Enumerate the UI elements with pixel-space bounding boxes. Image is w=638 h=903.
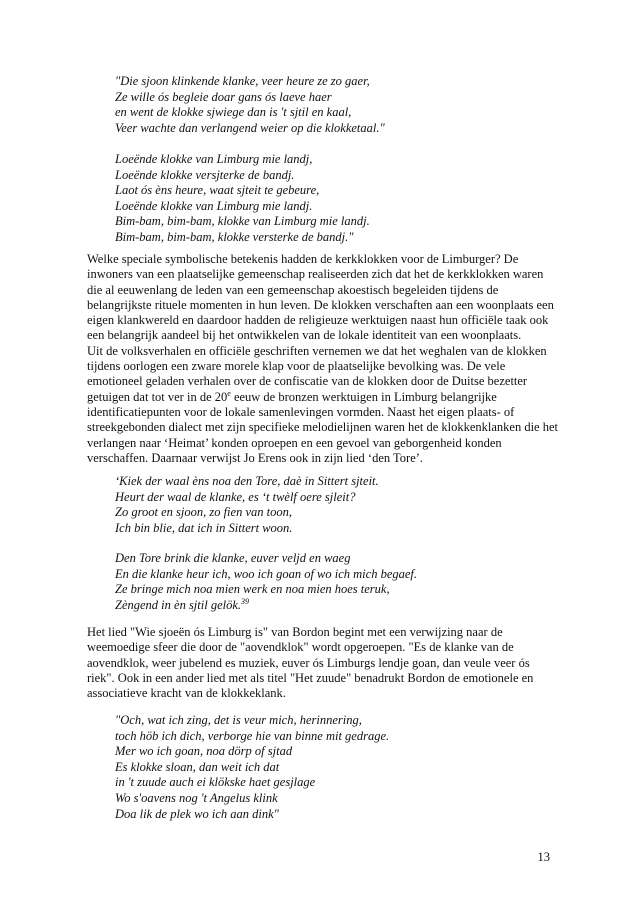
verse-last-line: Zèngend in èn sjtil gelök. bbox=[115, 597, 242, 612]
verse-line: toch höb ich dich, verborge hie van binne mit gedrage. bbox=[115, 728, 390, 743]
verse-line: Ze bringe mich noa mien werk en noa mien hoes teruk, bbox=[115, 582, 390, 597]
page-number: 13 bbox=[537, 850, 550, 864]
body-line: die al eeuwenlang de leden van een gemeenschap akoestisch begeleiden tijdens de bbox=[87, 282, 499, 297]
verse-line: Doa lik de plek wo ich aan dink" bbox=[115, 806, 279, 821]
body-line: Uit de volksverhalen en officiële geschriften vernemen we dat het weghalen van de klokken bbox=[87, 343, 547, 358]
footnote-reference: 39 bbox=[241, 596, 250, 606]
body-line: een belangrijk aandeel bij het ontwikkelen van de lokale identiteit van een woonplaats. bbox=[87, 328, 522, 343]
verse-line: Loeënde klokke van Limburg mie landj, bbox=[115, 152, 313, 166]
verse-1-stanza-2 bbox=[115, 152, 555, 246]
verse-2-stanza-2 bbox=[115, 551, 555, 613]
verse-line: Loeënde klokke versjterke de bandj. bbox=[115, 167, 295, 182]
body-line: weemoedige sfeer die door de "aovendklok" wordt opgeroepen. "Es de klanke van de bbox=[87, 640, 514, 655]
verse-line: Heurt der waal de klanke, es ‘t twèlf oere sjleit? bbox=[115, 489, 356, 504]
verse-line: Es klokke sloan, dan weit ich dat bbox=[115, 759, 280, 774]
verse-line: ‘Kiek der waal èns noa den Tore, daè in Sittert sjteit. bbox=[115, 474, 379, 488]
body-line: riek". Ook in een ander lied met als titel "Het zuude" benadrukt Bordon de emotionele en bbox=[87, 670, 534, 685]
body-paragraph-3 bbox=[87, 625, 557, 701]
body-line: belangrijkste rituele momenten in hun leven. De klokken verschaften aan een woonplaats een bbox=[87, 297, 554, 312]
body-line: Welke speciale symbolische betekenis hadden de kerkklokken voor de Limburger? De bbox=[87, 252, 519, 266]
verse-line: Wo s'oavens nog 't Angelus klink bbox=[115, 790, 278, 805]
body-line: emotioneel geladen verhalen over de confiscatie van de klokken door de Duitse bezetter bbox=[87, 374, 528, 389]
body-line: verschaffen. Daarnaar verwijst Jo Erens ook in zijn lied ‘den Tore’. bbox=[87, 450, 424, 465]
body-line: verlangen naar ‘Heimat’ konden oproepen en een gevoel van geborgenheid konden bbox=[87, 435, 502, 450]
verse-line: En die klanke heur ich, woo ich goan of wo ich mich begaef. bbox=[115, 566, 418, 581]
body-line: inwoners van een plaatselijke gemeenschap realiseerden zich dat het de kerkklokken waren bbox=[87, 267, 544, 282]
verse-line: Ich bin blie, dat ich in Sittert woon. bbox=[115, 520, 293, 535]
verse-1-stanza-1 bbox=[115, 74, 555, 136]
century-text-before: getuigen dat tot ver in de 20 bbox=[87, 389, 228, 404]
body-paragraphs-1-2 bbox=[87, 252, 557, 466]
verse-line: Zo groot en sjoon, zo fien van toon, bbox=[115, 505, 292, 520]
body-line: tijdens oorlogen een zware morele klap voor de plaatselijke bevolking was. De vele bbox=[87, 359, 506, 374]
verse-line: "Die sjoon klinkende klanke, veer heure ze zo gaer, bbox=[115, 74, 370, 88]
body-line: eigen klankwereld en daardoor hadden de religieuze werktuigen naast hun officiële taak ook bbox=[87, 313, 549, 328]
verse-line: in 't zuude auch ei klökske haet gesjlage bbox=[115, 775, 316, 790]
verse-line: Laot ós èns heure, waat sjteit te gebeure, bbox=[115, 183, 320, 198]
verse-line-with-footnote bbox=[115, 598, 555, 614]
verse-line: Veer wachte dan verlangend weier op die klokketaal." bbox=[115, 120, 385, 135]
century-text-after: eeuw de bronzen werktuigen in Limburg belangrijke bbox=[230, 389, 497, 404]
body-line-century bbox=[87, 390, 557, 405]
century-superscript: e bbox=[227, 388, 231, 398]
verse-2-stanza-1 bbox=[115, 474, 555, 536]
body-line: identificatiepunten voor de lokale samenlevingen vormden. Naast het eigen plaats- of bbox=[87, 404, 515, 419]
verse-line: "Och, wat ich zing, det is veur mich, herinnering, bbox=[115, 713, 362, 727]
verse-line: en went de klokke sjwiege dan is 't sjtil en kaal, bbox=[115, 105, 352, 120]
body-line: aovendklok, weer jubelend es muziek, euver ós Limburgs lendje goan, dan veule veer ós bbox=[87, 655, 530, 670]
verse-line: Loeënde klokke van Limburg mie landj. bbox=[115, 198, 313, 213]
verse-line: Ze wille ós begleie doar gans ós laeve haer bbox=[115, 89, 332, 104]
verse-line: Mer wo ich goan, noa dörp of sjtad bbox=[115, 744, 293, 759]
verse-line: Bim-bam, bim-bam, klokke versterke de bandj." bbox=[115, 229, 354, 244]
body-line: associatieve kracht van de klokkeklank. bbox=[87, 686, 286, 701]
verse-line: Den Tore brink die klanke, euver veljd en waeg bbox=[115, 551, 351, 565]
verse-line: Bim-bam, bim-bam, klokke van Limburg mie landj. bbox=[115, 214, 370, 229]
verse-3 bbox=[115, 713, 555, 822]
body-line: Het lied "Wie sjoeën ós Limburg is" van Bordon begint met een verwijzing naar de bbox=[87, 625, 503, 639]
body-line: streekgebonden dialect met zijn specifieke melodielijnen waren het de klokkenklanken die het bbox=[87, 420, 559, 435]
